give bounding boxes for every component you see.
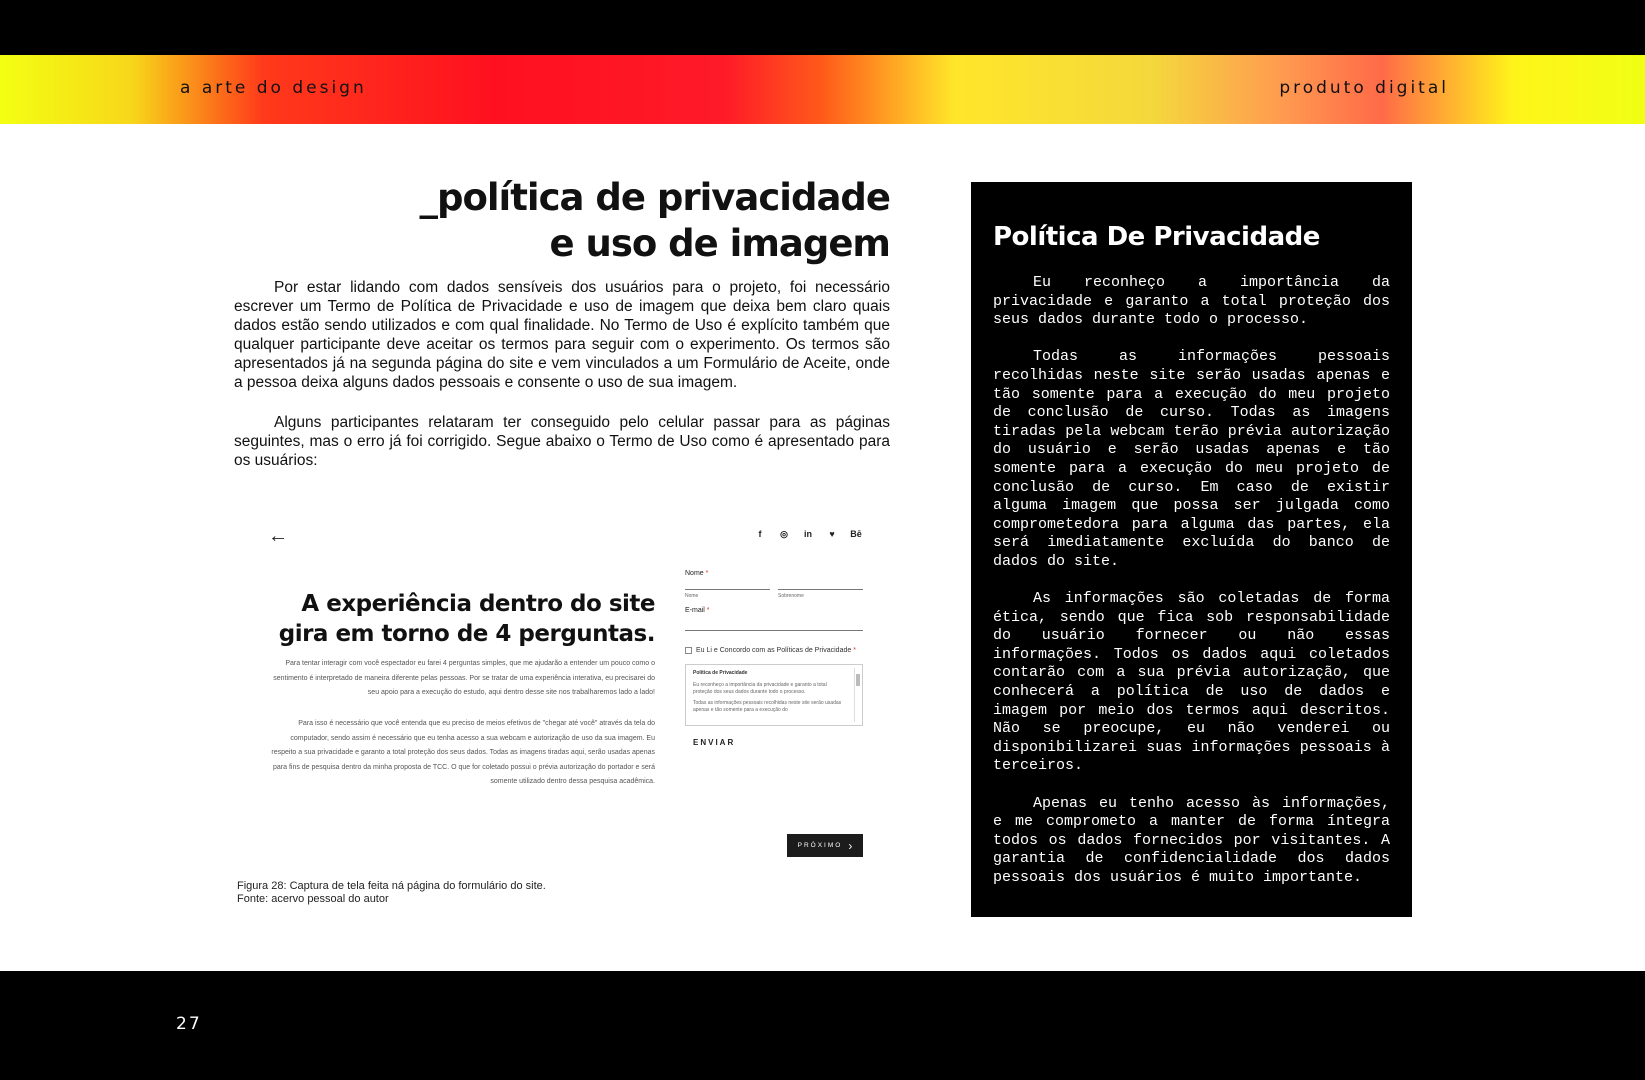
facebook-icon[interactable]: f <box>758 529 762 539</box>
site-screenshot-figure <box>250 515 880 865</box>
policy-scrollbar[interactable] <box>854 668 860 722</box>
panel-body <box>993 274 1390 906</box>
send-button[interactable]: ENVIAR <box>693 738 736 747</box>
next-button-label: PRÓXIMO <box>797 842 843 849</box>
social-icons <box>754 529 862 540</box>
panel-paragraph-4: Apenas eu tenho acesso às informações, e me comprometo a manter de forma íntegra todos os dados fornecidos por visitantes. A garantia de confidencialidade dos dados pessoais dos usuários é muito importante. <box>993 794 1390 886</box>
name-row <box>685 589 863 599</box>
figure-consent-text: Para isso é necessário que você entenda que eu preciso de meios efetivos de "chegar até você" através da tela do computador, sendo assim é necessário que eu tenha acesso a sua webcam e autorização de uso da sua imagem. Eu respeito a sua privacidade e garanto a total proteção dos seus dados. Todas as imagens tiradas aqui, serão usadas apenas para fins de pesquisa dentro da minha proposta de TCC. O que for coletado possui o prévia autorização do portador e será somente utilizado dentro dessa pesquisa acadêmica. <box>271 720 655 785</box>
page-number: 27 <box>176 1014 202 1034</box>
header-left-label: a arte do design <box>180 78 367 98</box>
back-arrow-icon[interactable]: ← <box>268 525 288 547</box>
policy-box-title: Política de Privacidade <box>693 670 748 676</box>
agree-checkbox-row[interactable]: Eu Li e Concordo com as Políticas de Privacidade * <box>685 643 863 658</box>
body-paragraph-1: Por estar lidando com dados sensíveis dos usuários para o projeto, foi necessário escrever um Termo de Política de Privacidade e uso de imagem que deixa bem claro quais dados estão sendo utilizados e com qual finalidade. No Termo de Uso é explícito também que qualquer participante deve aceitar os termos para seguir com o experimento. Os termos são apresentados já na segunda página do site e vem vinculados a um Formulário de Aceite, onde a pessoa deixa alguns dados pessoais e consente o uso de sua imagem. <box>234 279 890 391</box>
figure-headline-line2: gira em torno de 4 perguntas. <box>278 621 655 647</box>
page-title <box>300 175 890 267</box>
privacy-policy-panel <box>971 182 1412 917</box>
caption-line1: Figura 28: Captura de tela feita ná página do formulário do site. <box>237 880 546 892</box>
chevron-right-icon: › <box>848 838 853 853</box>
footer-bar <box>0 971 1645 1080</box>
panel-title: Política De Privacidade <box>993 222 1320 252</box>
panel-paragraph-3: As informações são coletadas de forma ética, sendo que fica sob responsabilidade do usuário fornecer ou não essas informações. Todos os dados aqui coletados contarão com a sua prévia autorização, que conhecerá a política de uso de dados e imagem por meio dos termos aqui descritos. Não se preocupe, eu não venderei ou disponibilizarei suas informações pessoais à terceiros. <box>993 590 1390 775</box>
figure-intro-text: Para tentar interagir com você espectador eu farei 4 perguntas simples, que me ajudarão a entender um pouco como o sentimento é interpretado de maneira diferente pelas pessoas. Por se tratar de uma experiência interativa, eu precisarei do seu apoio para a execução do estudo, aqui dentro desse site nos trabalharemos lado a lado! <box>273 660 655 696</box>
agree-checkbox[interactable] <box>685 647 692 654</box>
email-label: E-mail * <box>685 607 710 614</box>
first-name-sublabel: Nome <box>685 593 699 599</box>
linkedin-icon[interactable]: in <box>804 529 812 539</box>
page-title-line2: e uso de imagem <box>549 222 890 265</box>
top-bar <box>0 0 1645 55</box>
instagram-icon[interactable]: ◎ <box>780 529 788 539</box>
figure-caption <box>237 880 546 906</box>
figure-headline-line1: A experiência dentro do site <box>301 591 655 617</box>
first-name-field[interactable] <box>685 589 770 599</box>
name-label: Nome * <box>685 570 709 577</box>
email-field[interactable] <box>685 630 863 631</box>
last-name-sublabel: Sobrenome <box>778 593 804 599</box>
next-button[interactable] <box>787 834 863 857</box>
policy-box-p1: Eu reconheço a importância da privacidade e garanto a total proteção dos seus dados durante todo o processo. <box>693 682 827 695</box>
panel-paragraph-2: Todas as informações pessoais recolhidas neste site serão usadas apenas e tão somente para a execução do meu projeto de conclusão de curso. Todas as imagens tiradas pela webcam terão prévia autorização do usuário e serão usadas apenas e tão somente para a execução do meu projeto de conclusão de curso. Em caso de existir alguma imagem que possa ser julgada como comprometedora para alguma das partes, ela será imediatamente excluída do banco de dados do site. <box>993 348 1390 570</box>
policy-box-p2: Todas as informações pessoais recolhidas neste site serão usadas apenas e tão somente para a execução do <box>693 700 842 713</box>
body-paragraph-2: Alguns participantes relataram ter conseguido pelo celular passar para as páginas seguintes, mas o erro já foi corrigido. Segue abaixo o Termo de Uso como é apresentado para os usuários: <box>234 414 890 469</box>
figure-headline <box>250 589 655 649</box>
caption-line2: Fonte: acervo pessoal do autor <box>237 893 389 905</box>
last-name-field[interactable] <box>778 589 863 599</box>
consent-form <box>685 570 863 747</box>
header-right-label: produto digital <box>1279 78 1449 98</box>
page-title-line1: _política de privacidade <box>419 176 890 219</box>
panel-paragraph-1: Eu reconheço a importância da privacidade e garanto a total proteção dos seus dados durante todo o processo. <box>993 274 1390 329</box>
behance-icon[interactable]: Bē <box>850 529 862 539</box>
twitter-icon[interactable]: ♥ <box>829 529 835 539</box>
agree-checkbox-label: Eu Li e Concordo com as Políticas de Privacidade <box>696 647 852 654</box>
policy-textarea[interactable] <box>685 664 863 726</box>
